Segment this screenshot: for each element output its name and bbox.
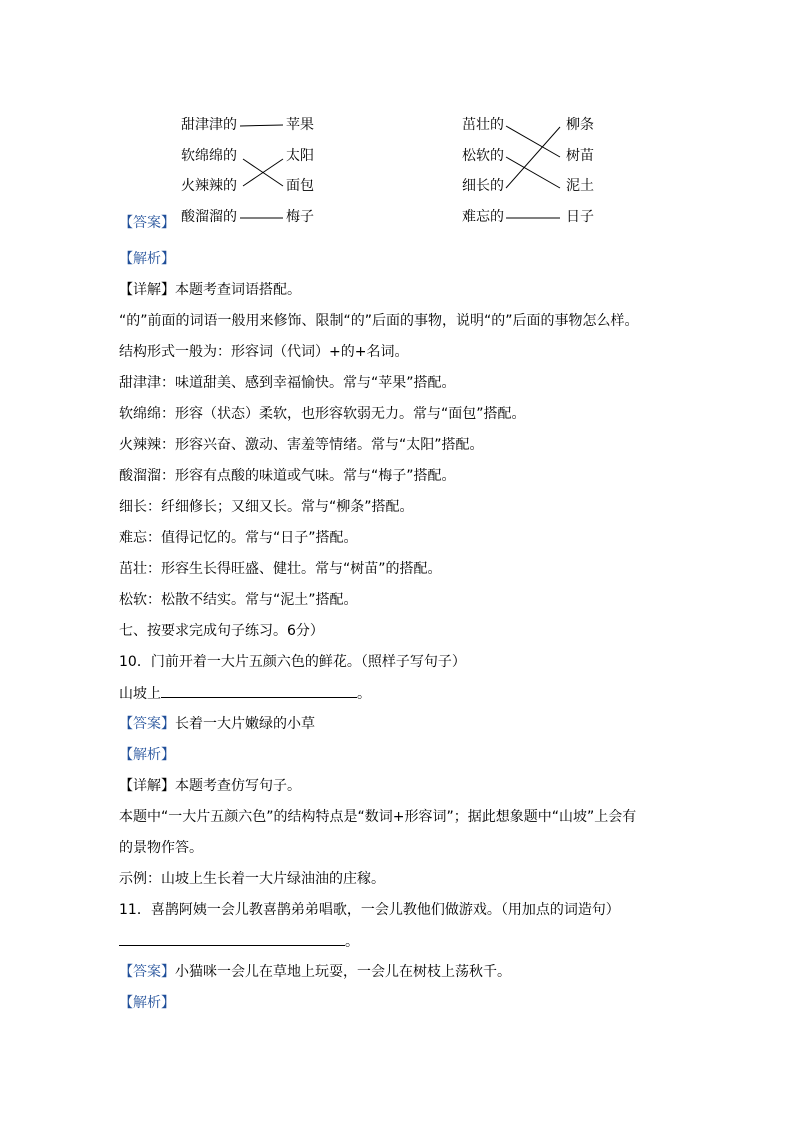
- right-noun-1: 柳条: [566, 117, 594, 133]
- right-noun-4: 日子: [566, 209, 594, 225]
- section-heading: 七、按要求完成句子练习。6分）: [119, 623, 324, 639]
- right-noun-3: 泥土: [566, 178, 594, 194]
- q10-blank: [161, 684, 357, 698]
- q10-question: 10．门前开着一大片五颜六色的鲜花。（照样子写句子）: [119, 654, 466, 670]
- explain-line-8: 难忘：值得记忆的。常与“日子”搭配。: [119, 530, 358, 546]
- q10-detail-text: 本题考查仿写句子。: [175, 778, 301, 794]
- q11-answer-line: [119, 963, 511, 981]
- q10-example: 示例：山坡上生长着一大片绿油油的庄稼。: [119, 871, 385, 887]
- answer-label: 【答案】: [119, 215, 175, 231]
- explain-line-5: 火辣辣：形容兴奋、激动、害羞等情绪。常与“太阳”搭配。: [119, 437, 484, 453]
- match-line-6: [506, 157, 560, 188]
- left-noun-3: 面包: [286, 178, 314, 194]
- explain-line-7: 细长：纤细修长；又细又长。常与“柳条”搭配。: [119, 499, 414, 515]
- q10-detail-label: 【详解】: [119, 778, 175, 794]
- match-line-7: [506, 127, 560, 188]
- explain-line-3: 甜津津：味道甜美、感到幸福愉快。常与“苹果”搭配。: [119, 375, 456, 391]
- right-word-2: 松软的: [462, 148, 504, 164]
- detail-text: 本题考查词语搭配。: [175, 282, 301, 298]
- q11-end: 。: [345, 934, 359, 950]
- explain-line-10: 松软：松散不结实。常与“泥土”搭配。: [119, 592, 358, 608]
- match-line-5: [506, 126, 560, 157]
- q11-blank-line: [119, 932, 359, 951]
- explain-line-6: 酸溜溜：形容有点酸的味道或气味。常与“梅子”搭配。: [119, 468, 456, 484]
- q10-answer-line: [119, 715, 315, 733]
- q10-detail-line: [119, 777, 301, 795]
- q10-answer: 长着一大片嫩绿的小草: [175, 716, 315, 732]
- q10-prompt: 山坡上: [119, 686, 161, 702]
- left-word-2: 软绵绵的: [181, 148, 237, 164]
- q10-analysis-label: 【解析】: [119, 747, 175, 763]
- q11-answer-label: 【答案】: [119, 964, 175, 980]
- q10-explain-2: 的景物作答。: [119, 840, 203, 856]
- left-noun-1: 苹果: [286, 117, 314, 133]
- q10-end: 。: [357, 686, 371, 702]
- right-word-1: 茁壮的: [462, 117, 504, 133]
- left-word-1: 甜津津的: [181, 117, 237, 133]
- left-noun-2: 太阳: [286, 148, 314, 164]
- right-word-4: 难忘的: [462, 209, 504, 225]
- analysis-label: 【解析】: [119, 251, 175, 267]
- match-line-1: [240, 125, 283, 126]
- q11-blank: [119, 932, 345, 946]
- right-word-3: 细长的: [462, 178, 504, 194]
- q11-analysis-label: 【解析】: [119, 995, 175, 1011]
- q10-answer-label: 【答案】: [119, 716, 175, 732]
- right-noun-2: 树苗: [566, 148, 594, 164]
- q10-explain-1: 本题中“一大片五颜六色”的结构特点是“数词+形容词”；据此想象题中“山坡”上会有: [119, 809, 637, 825]
- explain-line-2: 结构形式一般为：形容词（代词）+的+名词。: [119, 344, 409, 360]
- q11-answer: 小猫咪一会儿在草地上玩耍，一会儿在树枝上荡秋千。: [175, 964, 511, 980]
- explain-line-9: 茁壮：形容生长得旺盛、健壮。常与“树苗”的搭配。: [119, 561, 442, 577]
- q11-question: 11．喜鹊阿姨一会儿教喜鹊弟弟唱歌，一会儿教他们做游戏。（用加点的词造句）: [119, 902, 620, 918]
- left-word-3: 火辣辣的: [181, 178, 237, 194]
- detail-line: [119, 281, 301, 299]
- explain-line-4: 软绵绵：形容（状态）柔软，也形容软弱无力。常与“面包”搭配。: [119, 406, 526, 422]
- explain-line-1: “的”前面的词语一般用来修饰、限制“的”后面的事物，说明“的”后面的事物怎么样。: [119, 313, 639, 329]
- detail-label: 【详解】: [119, 282, 175, 298]
- q10-prompt-line: [119, 684, 371, 703]
- left-noun-4: 梅子: [286, 209, 314, 225]
- left-word-4: 酸溜溜的: [181, 209, 237, 225]
